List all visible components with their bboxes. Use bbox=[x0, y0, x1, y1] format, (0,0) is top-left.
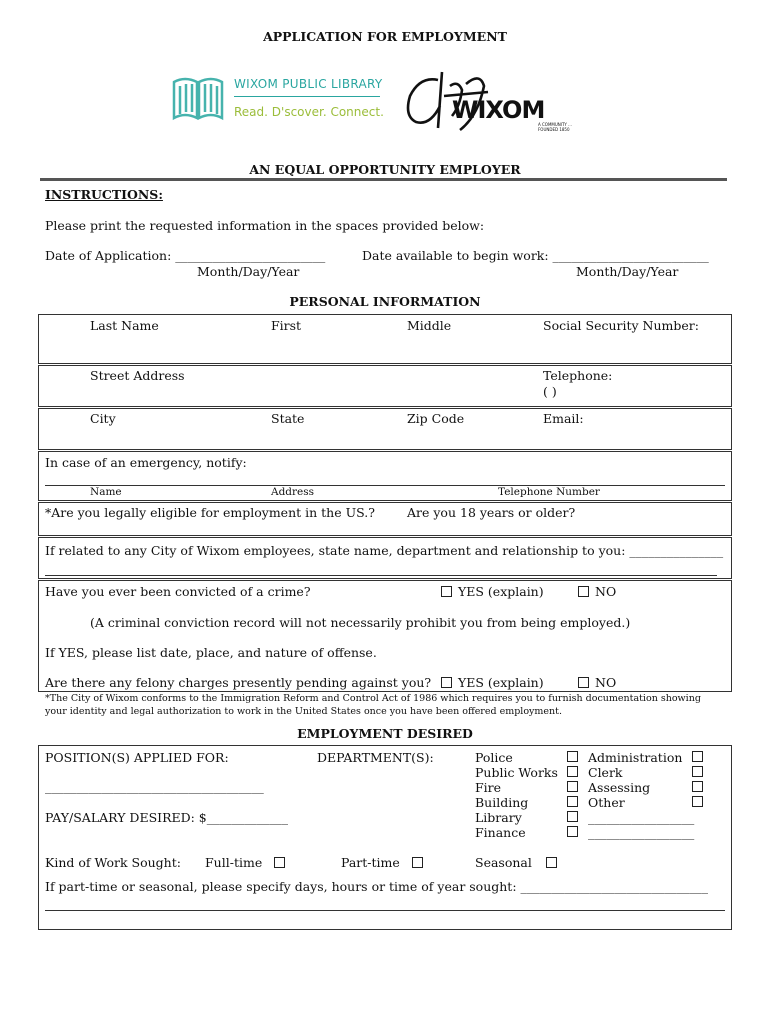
checkbox-icon[interactable] bbox=[578, 586, 589, 597]
felony-question: Are there any felony charges presently pending against you? bbox=[45, 675, 432, 690]
conviction-question: Have you ever been convicted of a crime? bbox=[45, 584, 311, 599]
zip-label: Zip Code bbox=[407, 411, 465, 426]
emergency-name-label: Name bbox=[90, 486, 122, 498]
dept-other-field-2[interactable]: _________________ bbox=[588, 825, 695, 840]
personal-heading: PERSONAL INFORMATION bbox=[289, 294, 481, 309]
checkbox-other[interactable] bbox=[692, 796, 703, 807]
city-box[interactable] bbox=[38, 408, 732, 450]
street-label: Street Address bbox=[90, 368, 185, 383]
checkbox-icon[interactable] bbox=[412, 857, 423, 868]
seasonal-option[interactable]: Seasonal bbox=[475, 855, 563, 870]
book-icon bbox=[170, 72, 226, 122]
departments-label: DEPARTMENT(S): bbox=[317, 750, 434, 765]
date-avail-hint: Month/Day/Year bbox=[576, 264, 679, 279]
dept-other-field-1[interactable]: _________________ bbox=[588, 810, 695, 825]
if-yes-instructions: If YES, please list date, place, and nature of offense. bbox=[45, 645, 377, 660]
conviction-no-option[interactable]: NO bbox=[578, 584, 616, 599]
felony-no-option[interactable]: NO bbox=[578, 675, 616, 690]
dept-administration: Administration bbox=[588, 750, 683, 765]
dept-assessing: Assessing bbox=[588, 780, 651, 795]
dept-building: Building bbox=[475, 795, 529, 810]
checkbox-building[interactable] bbox=[567, 796, 578, 807]
eligible-question: *Are you legally eligible for employment in the US.? bbox=[45, 505, 375, 520]
dept-library: Library bbox=[475, 810, 522, 825]
checkbox-icon[interactable] bbox=[274, 857, 285, 868]
footnote-line-1: *The City of Wixom conforms to the Immigration Reform and Control Act of 1986 which requires you to furnish documentation showing bbox=[45, 693, 701, 704]
email-label: Email: bbox=[543, 411, 584, 426]
checkbox-clerk[interactable] bbox=[692, 766, 703, 777]
felony-yes-option[interactable]: YES (explain) bbox=[441, 675, 544, 690]
footnote-line-2: your identity and legal authorization to work in the United States once you have been offered employment. bbox=[45, 706, 562, 717]
instructions-heading: INSTRUCTIONS: bbox=[45, 187, 163, 202]
telephone-label: Telephone: bbox=[543, 368, 613, 383]
kind-of-work-label: Kind of Work Sought: bbox=[45, 855, 181, 870]
city-logo-sub: A COMMUNITY ... FOUNDED 1850 bbox=[538, 122, 572, 132]
final-line[interactable] bbox=[45, 910, 725, 911]
checkbox-icon[interactable] bbox=[441, 677, 452, 688]
parttime-option[interactable]: Part-time bbox=[341, 855, 429, 870]
dept-other: Other bbox=[588, 795, 625, 810]
checkbox-fire[interactable] bbox=[567, 781, 578, 792]
pay-field[interactable]: PAY/SALARY DESIRED: $_____________ bbox=[45, 810, 289, 825]
ssn-label: Social Security Number: bbox=[543, 318, 699, 333]
city-wordmark: WIXOM bbox=[452, 96, 545, 124]
positions-label: POSITION(S) APPLIED FOR: bbox=[45, 750, 229, 765]
emergency-phone-label: Telephone Number bbox=[498, 486, 600, 498]
checkbox-assessing[interactable] bbox=[692, 781, 703, 792]
checkbox-icon[interactable] bbox=[441, 586, 452, 597]
dept-clerk: Clerk bbox=[588, 765, 623, 780]
fulltime-option[interactable]: Full-time bbox=[205, 855, 291, 870]
checkbox-finance[interactable] bbox=[567, 826, 578, 837]
date-of-application-field[interactable]: Date of Application: ________________________ bbox=[45, 248, 326, 263]
page-title: APPLICATION FOR EMPLOYMENT bbox=[263, 29, 507, 44]
employment-heading: EMPLOYMENT DESIRED bbox=[297, 726, 473, 741]
checkbox-library[interactable] bbox=[567, 811, 578, 822]
dept-finance: Finance bbox=[475, 825, 526, 840]
date-app-hint: Month/Day/Year bbox=[197, 264, 300, 279]
first-name-label: First bbox=[271, 318, 302, 333]
header-rule bbox=[40, 178, 727, 181]
library-name: WIXOM PUBLIC LIBRARY bbox=[234, 77, 383, 91]
instructions-text: Please print the requested information in the spaces provided below: bbox=[45, 218, 485, 233]
checkbox-icon[interactable] bbox=[578, 677, 589, 688]
city-label: City bbox=[90, 411, 116, 426]
positions-field[interactable]: ___________________________________ bbox=[45, 779, 264, 794]
dept-police: Police bbox=[475, 750, 513, 765]
checkbox-police[interactable] bbox=[567, 751, 578, 762]
library-logo bbox=[170, 72, 385, 124]
criminal-note: (A criminal conviction record will not necessarily prohibit you from being employed.) bbox=[90, 615, 631, 630]
checkbox-icon[interactable] bbox=[546, 857, 557, 868]
middle-name-label: Middle bbox=[407, 318, 452, 333]
last-name-label: Last Name bbox=[90, 318, 159, 333]
checkbox-public-works[interactable] bbox=[567, 766, 578, 777]
emergency-label: In case of an emergency, notify: bbox=[45, 455, 247, 470]
emergency-address-label: Address bbox=[271, 486, 315, 498]
date-available-field[interactable]: Date available to begin work: _________________________ bbox=[362, 248, 709, 263]
city-logo bbox=[400, 66, 585, 140]
subtitle: AN EQUAL OPPORTUNITY EMPLOYER bbox=[249, 162, 521, 177]
dept-fire: Fire bbox=[475, 780, 502, 795]
dept-public-works: Public Works bbox=[475, 765, 558, 780]
phone-paren: ( ) bbox=[543, 384, 557, 399]
related-question: If related to any City of Wixom employees, state name, department and relationship to you: _______________ bbox=[45, 543, 724, 558]
parttime-details-field[interactable]: If part-time or seasonal, please specify days, hours or time of year sought: ______________________________ bbox=[45, 879, 709, 894]
state-label: State bbox=[271, 411, 305, 426]
checkbox-administration[interactable] bbox=[692, 751, 703, 762]
age-question: Are you 18 years or older? bbox=[407, 505, 576, 520]
library-tagline: Read. D'scover. Connect. bbox=[234, 105, 384, 119]
conviction-yes-option[interactable]: YES (explain) bbox=[441, 584, 544, 599]
